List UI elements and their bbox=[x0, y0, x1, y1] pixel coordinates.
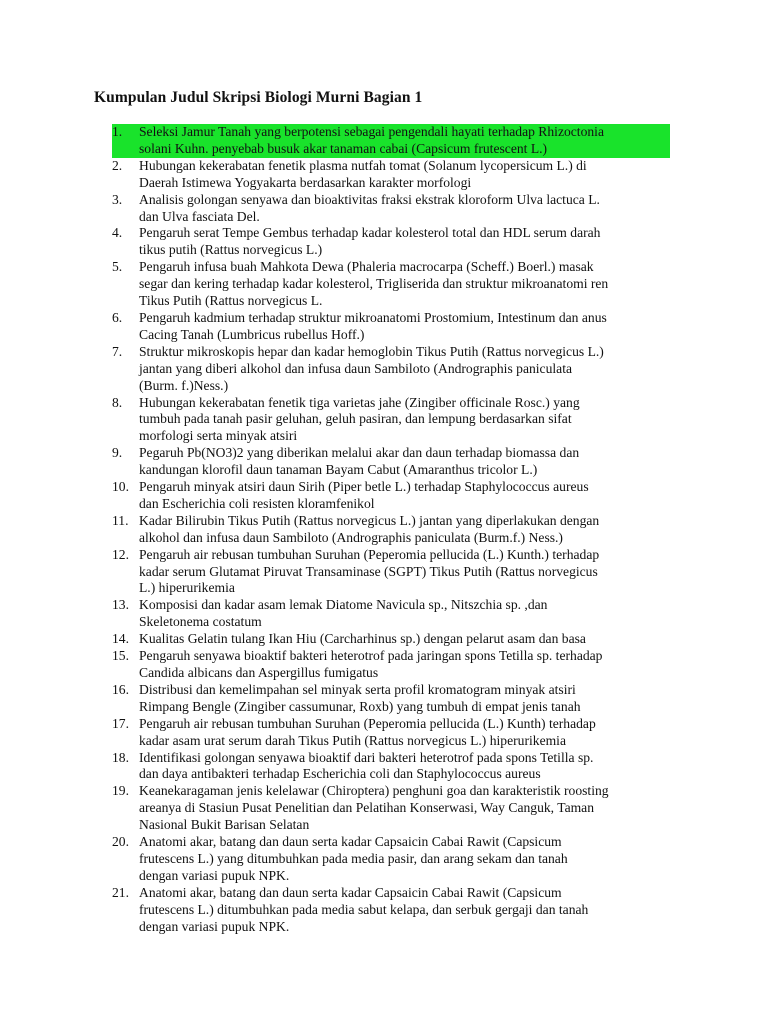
list-item-highlighted bbox=[112, 124, 670, 158]
list-item bbox=[112, 783, 692, 834]
list-item-number: 15. bbox=[112, 648, 129, 664]
list-item-number: 14. bbox=[112, 631, 129, 647]
list-item bbox=[112, 259, 692, 310]
list-item-text: Pengaruh air rebusan tumbuhan Suruhan (Peperomia pellucida (L.) Kunth) terhadap kadar asam urat serum darah Tikus Putih (Rattus norvegicus L.) hiperurikemia bbox=[139, 715, 596, 748]
list-item-text: Hubungan kekerabatan fenetik tiga varietas jahe (Zingiber officinale Rosc.) yang tumbuh pada tanah pasir geluhan, geluh pasiran, dan lempung berdasarkan sifat morfologi serta minyak atsiri bbox=[139, 394, 580, 444]
list-item-text: Komposisi dan kadar asam lemak Diatome Navicula sp., Nitszchia sp. ,dan Skeletonema costatum bbox=[139, 597, 548, 630]
thesis-title-list bbox=[112, 124, 692, 936]
list-item-text: Pegaruh Pb(NO3)2 yang diberikan melalui akar dan daun terhadap biomassa dan kandungan klorofil daun tanaman Bayam Cabut (Amaranthus tricolor L.) bbox=[139, 445, 580, 478]
list-item-text: Pengaruh serat Tempe Gembus terhadap kadar kolesterol total dan HDL serum darah tikus putih (Rattus norvegicus L.) bbox=[139, 225, 601, 258]
list-item-number: 2. bbox=[112, 157, 123, 173]
document-title: Kumpulan Judul Skripsi Biologi Murni Bagian 1 bbox=[94, 89, 423, 106]
list-item-number: 16. bbox=[112, 681, 129, 697]
list-item-text: Kadar Bilirubin Tikus Putih (Rattus norvegicus L.) jantan yang diperlakukan dengan alkohol dan infusa daun Sambiloto (Andrographis paniculata (Burm.f.) Ness.) bbox=[139, 512, 600, 545]
list-item-number: 4. bbox=[112, 225, 123, 241]
list-item bbox=[112, 344, 692, 395]
list-item bbox=[112, 395, 692, 446]
list-item-number: 17. bbox=[112, 715, 129, 731]
list-item bbox=[112, 547, 692, 598]
list-item bbox=[112, 445, 692, 479]
list-item bbox=[112, 479, 692, 513]
list-item-number: 3. bbox=[112, 191, 123, 207]
list-item-number: 13. bbox=[112, 597, 129, 613]
list-item-text: Pengaruh kadmium terhadap struktur mikroanatomi Prostomium, Intestinum dan anus Cacing Tanah (Lumbricus rubellus Hoff.) bbox=[139, 309, 607, 342]
list-item-text: Anatomi akar, batang dan daun serta kadar Capsaicin Cabai Rawit (Capsicum frutescens L.) ditumbuhkan pada media sabut kelapa, dan serbuk gergaji dan tanah dengan variasi pupuk NPK. bbox=[139, 884, 589, 934]
list-item bbox=[112, 225, 692, 259]
list-item-number: 7. bbox=[112, 343, 123, 359]
list-item-number: 12. bbox=[112, 546, 129, 562]
list-item bbox=[112, 513, 692, 547]
list-item-text: Seleksi Jamur Tanah yang berpotensi sebagai pengendali hayati terhadap Rhizoctonia solani Kuhn. penyebab busuk akar tanaman cabai (Capsicum frutescent L.) bbox=[139, 124, 670, 158]
list-item-text: Struktur mikroskopis hepar dan kadar hemoglobin Tikus Putih (Rattus norvegicus L.) jantan yang diberi alkohol dan infusa daun Sambiloto (Andrographis paniculata (Burm. f.)Ness.) bbox=[139, 343, 604, 393]
list-item-text: Pengaruh senyawa bioaktif bakteri heterotrof pada jaringan spons Tetilla sp. terhadap Candida albicans dan Aspergillus fumigatus bbox=[139, 648, 603, 680]
list-item-number: 19. bbox=[112, 783, 129, 799]
list-item bbox=[112, 834, 692, 885]
list-item-text: Pengaruh infusa buah Mahkota Dewa (Phaleria macrocarpa (Scheff.) Boerl.) masak segar dan kering terhadap kadar kolesterol, Trigliserida dan struktur mikroanatomi ren Tikus Putih (Rattus norvegicus L. bbox=[139, 259, 609, 309]
list-item-number: 6. bbox=[112, 309, 123, 325]
list-item bbox=[112, 885, 692, 936]
list-item bbox=[112, 597, 692, 631]
list-item bbox=[112, 648, 692, 682]
list-item-text: Pengaruh air rebusan tumbuhan Suruhan (Peperomia pellucida (L.) Kunth.) terhadap kadar serum Glutamat Piruvat Transaminase (SGPT) Tikus Putih (Rattus norvegicus L.) hiperurikemia bbox=[139, 546, 600, 596]
list-item-number: 21. bbox=[112, 884, 129, 900]
list-item-number: 18. bbox=[112, 749, 129, 765]
list-item-text: Identifikasi golongan senyawa bioaktif dari bakteri heterotrof pada spons Tetilla sp. dan daya antibakteri terhadap Escherichia coli dan Staphylococcus aureus bbox=[139, 749, 594, 782]
list-item bbox=[112, 310, 692, 344]
list-item-number: 11. bbox=[112, 512, 129, 528]
list-item-text: Kualitas Gelatin tulang Ikan Hiu (Carcharhinus sp.) dengan pelarut asam dan basa bbox=[139, 631, 586, 647]
list-item-text: Analisis golongan senyawa dan bioaktivitas fraksi ekstrak kloroform Ulva lactuca L. dan Ulva fasciata Del. bbox=[139, 191, 600, 224]
list-item bbox=[112, 192, 692, 226]
list-item-number: 9. bbox=[112, 445, 123, 461]
list-item-number: 5. bbox=[112, 259, 123, 275]
list-item bbox=[112, 682, 692, 716]
list-item-number: 10. bbox=[112, 479, 129, 495]
list-item-text: Hubungan kekerabatan fenetik plasma nutfah tomat (Solanum lycopersicum L.) di Daerah Istimewa Yogyakarta berdasarkan karakter morfologi bbox=[139, 157, 587, 190]
list-item-number: 8. bbox=[112, 394, 123, 410]
list-item-number: 20. bbox=[112, 834, 129, 850]
list-item bbox=[112, 158, 692, 192]
list-item-text: Anatomi akar, batang dan daun serta kadar Capsaicin Cabai Rawit (Capsicum frutescens L.) yang ditumbuhkan pada media pasir, dan arang sekam dan tanah dengan variasi pupuk NPK. bbox=[139, 834, 568, 883]
list-item bbox=[112, 716, 692, 750]
list-item-text: Distribusi dan kemelimpahan sel minyak serta profil kromatogram minyak atsiri Rimpang Bengle (Zingiber cassumunar, Roxb) yang tumbuh di empat jenis tanah bbox=[139, 681, 581, 714]
list-item-text: Keanekaragaman jenis kelelawar (Chiroptera) penghuni goa dan karakteristik roosting areanya di Stasiun Pusat Penelitian dan Pelatihan Konserwasi, Way Canguk, Taman Nasional Bukit Barisan Selatan bbox=[139, 783, 609, 833]
list-item-number: 1. bbox=[112, 124, 139, 158]
list-item bbox=[112, 750, 692, 784]
list-item bbox=[112, 631, 692, 648]
list-item-text: Pengaruh minyak atsiri daun Sirih (Piper betle L.) terhadap Staphylococcus aureus dan Escherichia coli resisten kloramfenikol bbox=[139, 479, 589, 511]
